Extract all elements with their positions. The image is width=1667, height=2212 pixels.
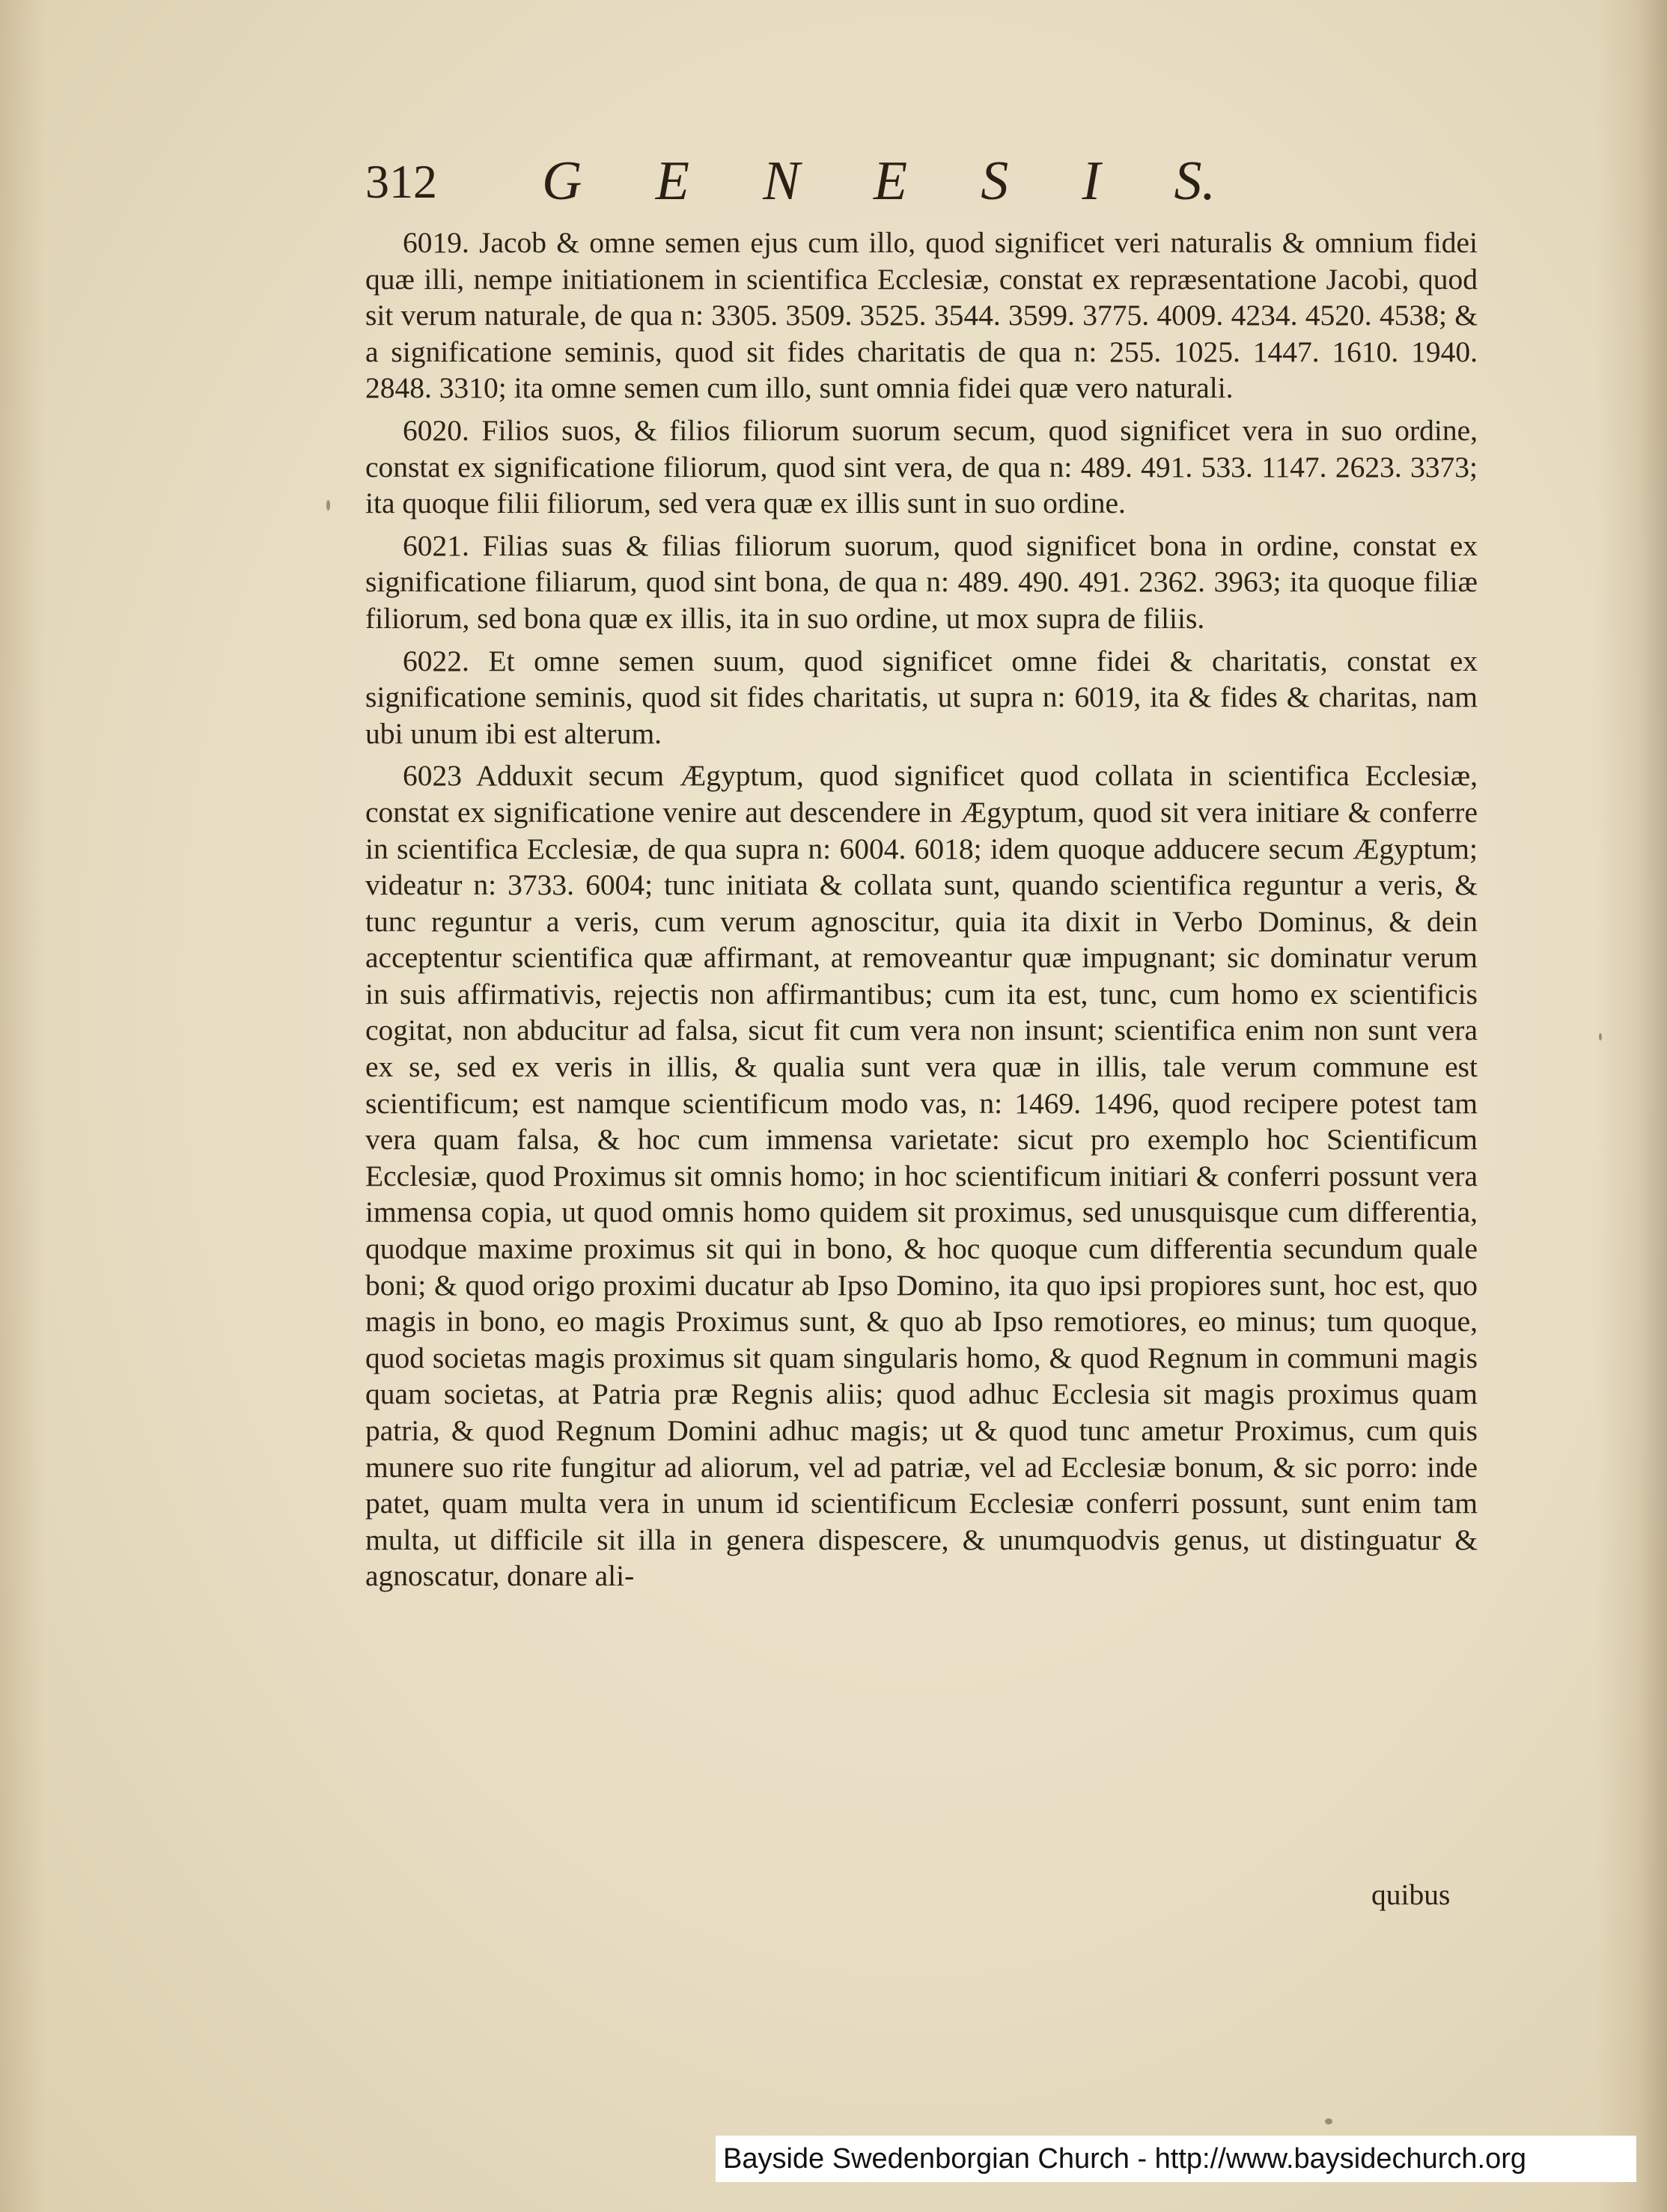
- book-title: [542, 150, 1216, 213]
- paragraph-6022: 6022. Et omne semen suum, quod significet omne fidei & charitatis, constat ex significatione seminis, quod sit fides charitatis, ut supra n: 6019, ita & fides & charitas, nam ubi unum ibi est alterum.: [365, 644, 1478, 750]
- paragraph-6019: 6019. Jacob & omne semen ejus cum illo, quod significet veri naturalis & omnium fidei quæ illi, nempe initiationem in scientifica Ecclesiæ, constat ex repræsentatione Jacobi, quod sit verum naturale, de qua n: 3305. 3509. 3525. 3544. 3599. 3775. 4009. 4234. 4520. 4538; & a significatione seminis, quod sit fides charitatis de qua n: 255. 1025. 1447. 1610. 1940. 2848. 3310; ita omne semen cum illo, sunt omnia fidei quæ vero naturali.: [365, 226, 1478, 405]
- title-letter: N: [763, 150, 800, 212]
- page-number: 312: [365, 155, 437, 208]
- watermark-label: Bayside Swedenborgian Church - http://www.baysidechurch.org: [716, 2136, 1636, 2182]
- title-letter: E: [655, 150, 689, 212]
- paragraph-6023: 6023 Adduxit secum Ægyptum, quod significet quod collata in scientifica Ecclesiæ, constat ex significatione venire aut descendere in Ægyptum, quod sit vera initiare & conferre in scientifica Ecclesiæ, de qua supra n: 6004. 6018; idem quoque adducere secum Ægyptum; videatur n: 3733. 6004; tunc initiata & collata sunt, quando scientifica reguntur a veris, & tunc reguntur a veris, cum verum agnoscitur, quia ita dixit in Verbo Dominus, & dein acceptentur scientifica quæ affirmant, at removeantur quæ impugnant; sic dominatur verum in suis affirmativis, rejectis non affirmantibus; cum ita est, tunc, cum homo ex scientificis cogitat, non abducitur ad falsa, sicut fit cum vera non insunt; scientifica enim non sunt vera ex se, sed ex veris in illis, & qualia sunt vera quæ in illis, tale verum commune est scientificum; est namque scientificum modo vas, n: 1469. 1496, quod recipere potest tam vera quam falsa, & hoc cum immensa varietate: sicut pro exemplo hoc Scientificum Ecclesiæ, quod Proximus sit omnis homo; in hoc scientificum initiari & conferri possunt vera immensa copia, ut quod omnis homo quidem sit proximus, sed unusquisque cum differentia, quodque maxime proximus sit qui in bono, & hoc quoque cum differentia secundum quale boni; & quod origo proximi ducatur ab Ipso Domino, ita quo ipsi propiores sunt, hoc est, quo magis in bono, eo magis Proximus sunt, & quo ab Ipso remotiores, eo minus; tum quoque, quod societas magis proximus sit quam singularis homo, & quod Regnum in communi magis quam societas, at Patria præ Regnis aliis; quod adhuc Ecclesia sit magis proximus quam patria, & quod Regnum Domini adhuc magis; ut & quod tunc ametur Proximus, cum quis munere suo rite fungitur ad aliorum, vel ad patriæ, vel ad Ecclesiæ bonum, & sic porro: inde patet, quam multa vera in unum id scientificum Ecclesiæ conferri possunt, sunt enim tam multa, ut difficile sit illa in genera dispescere, & unumquodvis genus, ut distinguatur & agnoscatur, donare ali-: [365, 759, 1478, 1593]
- paragraph-6021: 6021. Filias suas & filias filiorum suorum, quod significet bona in ordine, constat ex significatione filiarum, quod sint bona, de qua n: 489. 490. 491. 2362. 3963; ita quoque filiæ filiorum, sed bona quæ ex illis, ita in suo ordine, ut mox supra de filiis.: [365, 528, 1478, 635]
- paper-speck: [326, 500, 330, 511]
- title-letter: S.: [1174, 150, 1216, 212]
- paper-speck: [1325, 2118, 1332, 2124]
- body-text: [365, 225, 1478, 1600]
- title-letter: E: [873, 150, 908, 212]
- running-head: [365, 150, 1249, 217]
- title-letter: I: [1082, 150, 1101, 212]
- page-shadow-left: [0, 0, 45, 2212]
- page-shadow-right: [1596, 0, 1667, 2212]
- title-letter: S: [981, 150, 1009, 212]
- paper-speck: [1599, 1033, 1602, 1041]
- paragraph-6020: 6020. Filios suos, & filios filiorum suorum secum, quod significet vera in suo ordine, constat ex significatione filiorum, quod sint vera, de qua n: 489. 491. 533. 1147. 2623. 3373; ita quoque filii filiorum, sed vera quæ ex illis sunt in suo ordine.: [365, 413, 1478, 520]
- title-letter: G: [542, 150, 582, 212]
- catch-word: quibus: [1371, 1878, 1451, 1911]
